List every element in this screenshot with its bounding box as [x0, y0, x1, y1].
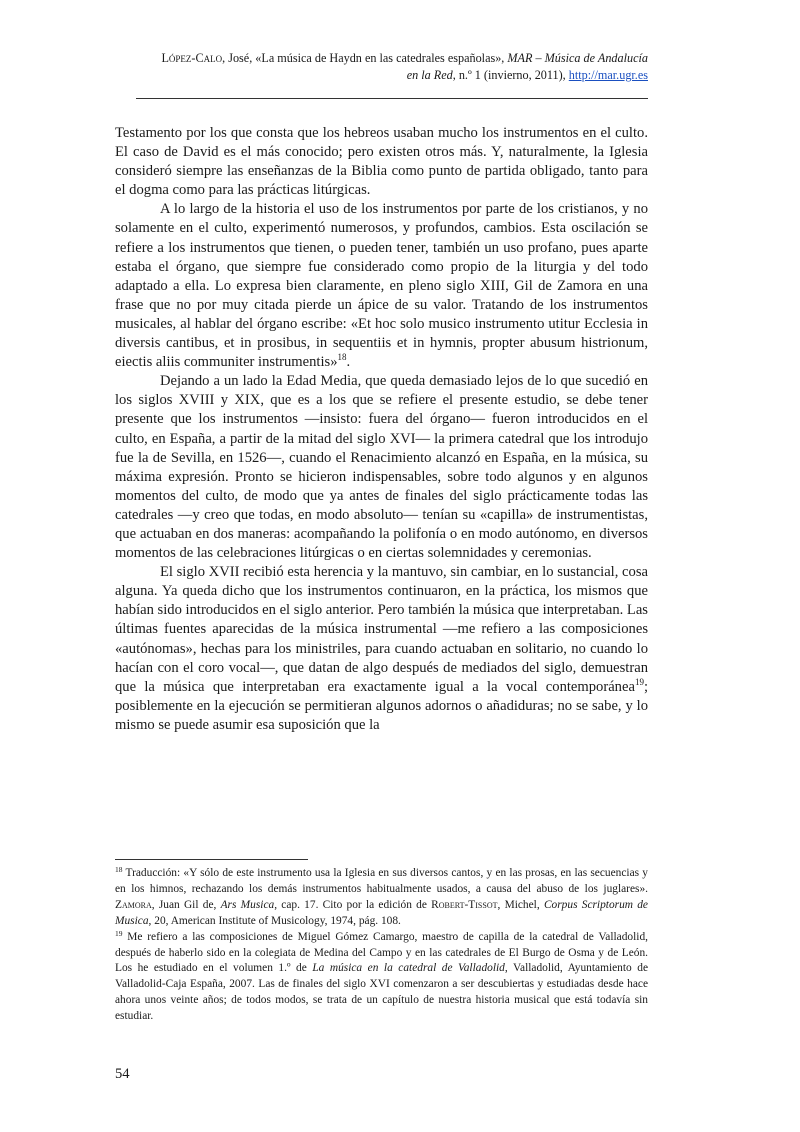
footnote-ref-18[interactable]: 18	[337, 352, 347, 363]
paragraph-4: El siglo XVII recibió esta herencia y la mantuvo, sin cambiar, en lo sustancial, cosa alguna. Ya queda dicho que los instrumentos continuaron, en la práctica, los mismos que habían sido introducidos en el siglo anterior. Pero también la música que interpretaban. Las últimas fuentes aparecidas de la música instrumental —me refiero a las composiciones «autónomas», hechas para los ministriles, para cuando actuaban en solitario, no cuando lo hacían con el coro vocal—, que datan de algo después de mediados del siglo, demuestran que la música que interpretaban era exactamente igual a la vocal contemporánea$^{19}$; posiblemente en la ejecución se permitieran algunos adornos o añadiduras; no se sabe, y lo mismo se puede asumir esa suposición que la	[115, 564, 648, 733]
header-issue: , n.º 1 (invierno, 2011),	[452, 68, 569, 82]
footnote-19: $^{19}$ Me refiero a las composiciones de Miguel Gómez Camargo, maestro de capilla de la catedral de Valladolid, después de haberlo sido en la colegiata de Medina del Campo y en las catedrales de El Burgo de Osma y de León. Los he estudiado en el volumen 1.º de La música en la catedral de Valladolid, Valladolid, Ayuntamiento de Valladolid-Caja España, 2007. Las de finales del siglo XVI comenzaron a ser descubiertas y estudiadas desde hace ahora unos veinte años; de todos modos, se trata de un capítulo de nuestra historia musical que está todavía sin estudiar.	[115, 928, 648, 1023]
footnotes	[115, 866, 648, 1025]
header-journal-title-cont: en la Red	[406, 68, 453, 82]
header-url-link[interactable]: http://mar.ugr.es	[568, 68, 648, 82]
header-journal-title: MAR – Música de Andalucía	[507, 51, 648, 65]
header-divider	[136, 98, 648, 99]
footnote-divider	[115, 859, 308, 860]
paragraph-1: Testamento por los que consta que los hebreos usaban mucho los instrumentos en el culto. El caso de David es el más conocido; pero existen otros más. Y, naturalmente, la Iglesia consideró siempre las enseñanzas de la Biblia como punto de partida obligado, tanto para el dogma como para las prácticas litúrgicas.	[115, 125, 648, 199]
footnote-18: $^{18}$ Traducción: «Y sólo de este instrumento usa la Iglesia en sus diversos cantos, y en las prosas, en las secuencias y en los himnos, rechazando los demás instrumentos habitualmente usados, a causa del abuso de los juglares». Zamora, Juan Gil de, Ars Musica, cap. 17. Cito por la edición de Robert-Tissot, Michel, Corpus Scriptorum de Musica, 20, American Institute of Musicology, 1974, pág. 108.	[115, 865, 648, 927]
paragraph-2: A lo largo de la historia el uso de los instrumentos por parte de los cristianos, y no solamente en el culto, experimentó numerosos, y profundos, cambios. Esta oscilación se refiere a los instrumentos que tienen, o pueden tener, también un uso profano, pues aparte estaba el órgano, que siempre fue considerado como propio de la liturgia y del todo adaptado a ella. Lo expresa bien claramente, en pleno siglo XIII, Gil de Zamora en una frase que no por muy citada pierde un ápice de su valor. Tratando de los instrumentos musicales, al hablar del órgano escribe: «Et hoc solo musico instrumento utitur Ecclesia in diversis cantibus, et in prosibus, in sequentiis et in hymnis, propter abusum histrionum, eiectis aliis communiter instrumentis»$^{18}$.	[115, 201, 648, 371]
header-citation: , José, «La música de Haydn en las catedrales españolas»,	[222, 51, 508, 65]
footnote-ref-19[interactable]: 19	[634, 676, 644, 687]
header-author-surname: López-Calo	[161, 51, 223, 65]
running-header	[115, 50, 648, 84]
page-number: 54	[115, 1066, 130, 1082]
paragraph-3: Dejando a un lado la Edad Media, que queda demasiado lejos de lo que sucedió en los siglos XVIII y XIX, que es a los que se refiere el presente estudio, se debe tener presente que los instrumentos —insisto: fuera del órgano— fueron introducidos en el culto, en España, a partir de la mitad del siglo XVI— la primera catedral que los introdujo fue la de Sevilla, en 1526—, cuando el Renacimiento alcanzó en España, en la música, su máxima expresión. Pronto se hicieron indispensables, sobre todo algunos y en algunos momentos del culto, de modo que ya antes de finales del siglo prácticamente todas las catedrales —y creo que todas, en modo absoluto— tenían su «capilla» de instrumentistas, que actuaban en dos maneras: acompañando la polifonía o en modo autónomo, en diversos momentos de las celebraciones litúrgicas o en ciertas solemnidades y ceremonias.	[115, 373, 649, 562]
main-body-text	[115, 124, 648, 735]
